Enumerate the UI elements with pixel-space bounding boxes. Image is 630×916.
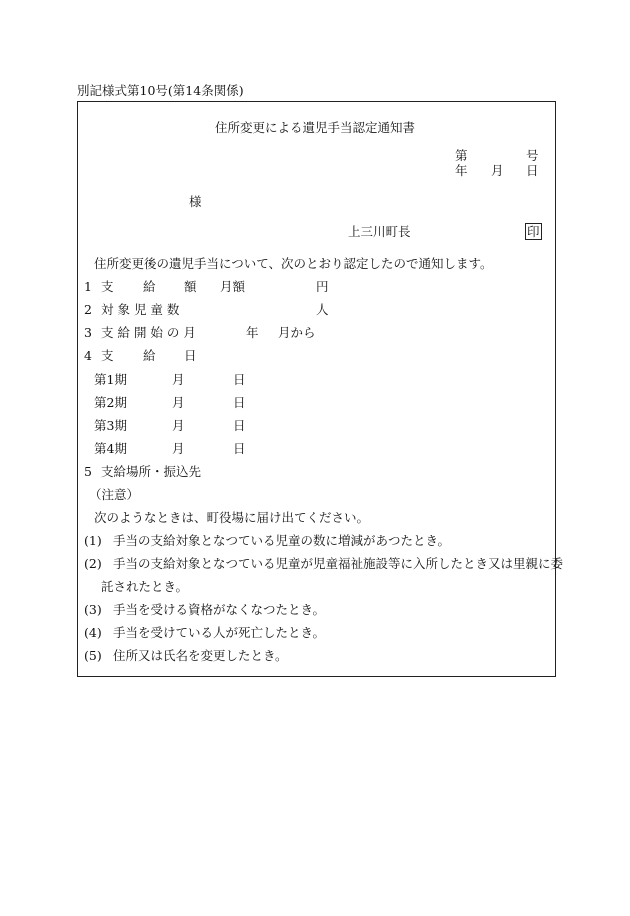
- note-number: (5): [84, 648, 102, 663]
- note-number: (2): [84, 556, 102, 571]
- note-text-continued: 託されたとき。: [101, 579, 189, 594]
- period-day: 日: [233, 395, 246, 410]
- item-number: 5: [84, 464, 92, 479]
- period-month: 月: [172, 395, 185, 410]
- item1-label-char: 支: [101, 279, 114, 294]
- payment-place-label: 支給場所・振込先: [101, 464, 202, 479]
- date-year: 年: [455, 163, 468, 178]
- addressee-suffix: 様: [189, 194, 202, 209]
- note-text: 手当を受けている人が死亡したとき。: [113, 625, 326, 640]
- period-label: 第2期: [94, 395, 127, 410]
- item-number: 3: [84, 325, 92, 340]
- period-month: 月: [172, 441, 185, 456]
- date-day: 日: [526, 163, 539, 178]
- issuer-name: 上三川町長: [348, 224, 411, 239]
- number-suffix: 号: [526, 148, 539, 163]
- item-number: 4: [84, 348, 92, 363]
- start-month-unit: 月から: [278, 325, 316, 340]
- note-number: (4): [84, 625, 102, 640]
- notes-heading: （注意）: [89, 487, 140, 502]
- note-text: 手当を受ける資格がなくなつたとき。: [113, 602, 326, 617]
- seal-mark: 印: [527, 224, 540, 239]
- item-number: 1: [84, 279, 92, 294]
- eligible-children-label: 対 象 児 童 数: [101, 302, 180, 317]
- persons-unit: 人: [316, 302, 329, 317]
- period-label: 第1期: [94, 372, 127, 387]
- number-prefix: 第: [455, 148, 468, 163]
- start-year-unit: 年: [246, 325, 259, 340]
- start-month-label: 支 給 開 始 の 月: [101, 325, 196, 340]
- item-number: 2: [84, 302, 92, 317]
- period-day: 日: [233, 441, 246, 456]
- monthly-amount-label: 月額: [220, 279, 246, 294]
- note-text: 手当の支給対象となつている児童が児童福祉施設等に入所したとき又は里親に委: [113, 556, 564, 571]
- note-text: 手当の支給対象となつている児童の数に増減があつたとき。: [113, 533, 451, 548]
- item1-label-char: 給: [143, 279, 156, 294]
- date-month: 月: [491, 163, 504, 178]
- item4-label-char: 日: [184, 348, 197, 363]
- item4-label-char: 給: [143, 348, 156, 363]
- notes-intro: 次のようなときは、町役場に届け出てください。: [94, 510, 370, 525]
- period-label: 第4期: [94, 441, 127, 456]
- yen-unit: 円: [316, 279, 329, 294]
- form-number-label: 別記様式第10号(第14条関係): [77, 83, 244, 98]
- note-number: (1): [84, 533, 102, 548]
- period-label: 第3期: [94, 418, 127, 433]
- intro-text: 住所変更後の遺児手当について、次のとおり認定したので通知します。: [94, 256, 493, 271]
- item1-label-char: 額: [184, 279, 197, 294]
- note-number: (3): [84, 602, 102, 617]
- document-title: 住所変更による遺児手当認定通知書: [214, 120, 415, 135]
- period-day: 日: [233, 418, 246, 433]
- period-day: 日: [233, 372, 246, 387]
- period-month: 月: [172, 372, 185, 387]
- note-text: 住所又は氏名を変更したとき。: [113, 648, 288, 663]
- period-month: 月: [172, 418, 185, 433]
- item4-label-char: 支: [101, 348, 114, 363]
